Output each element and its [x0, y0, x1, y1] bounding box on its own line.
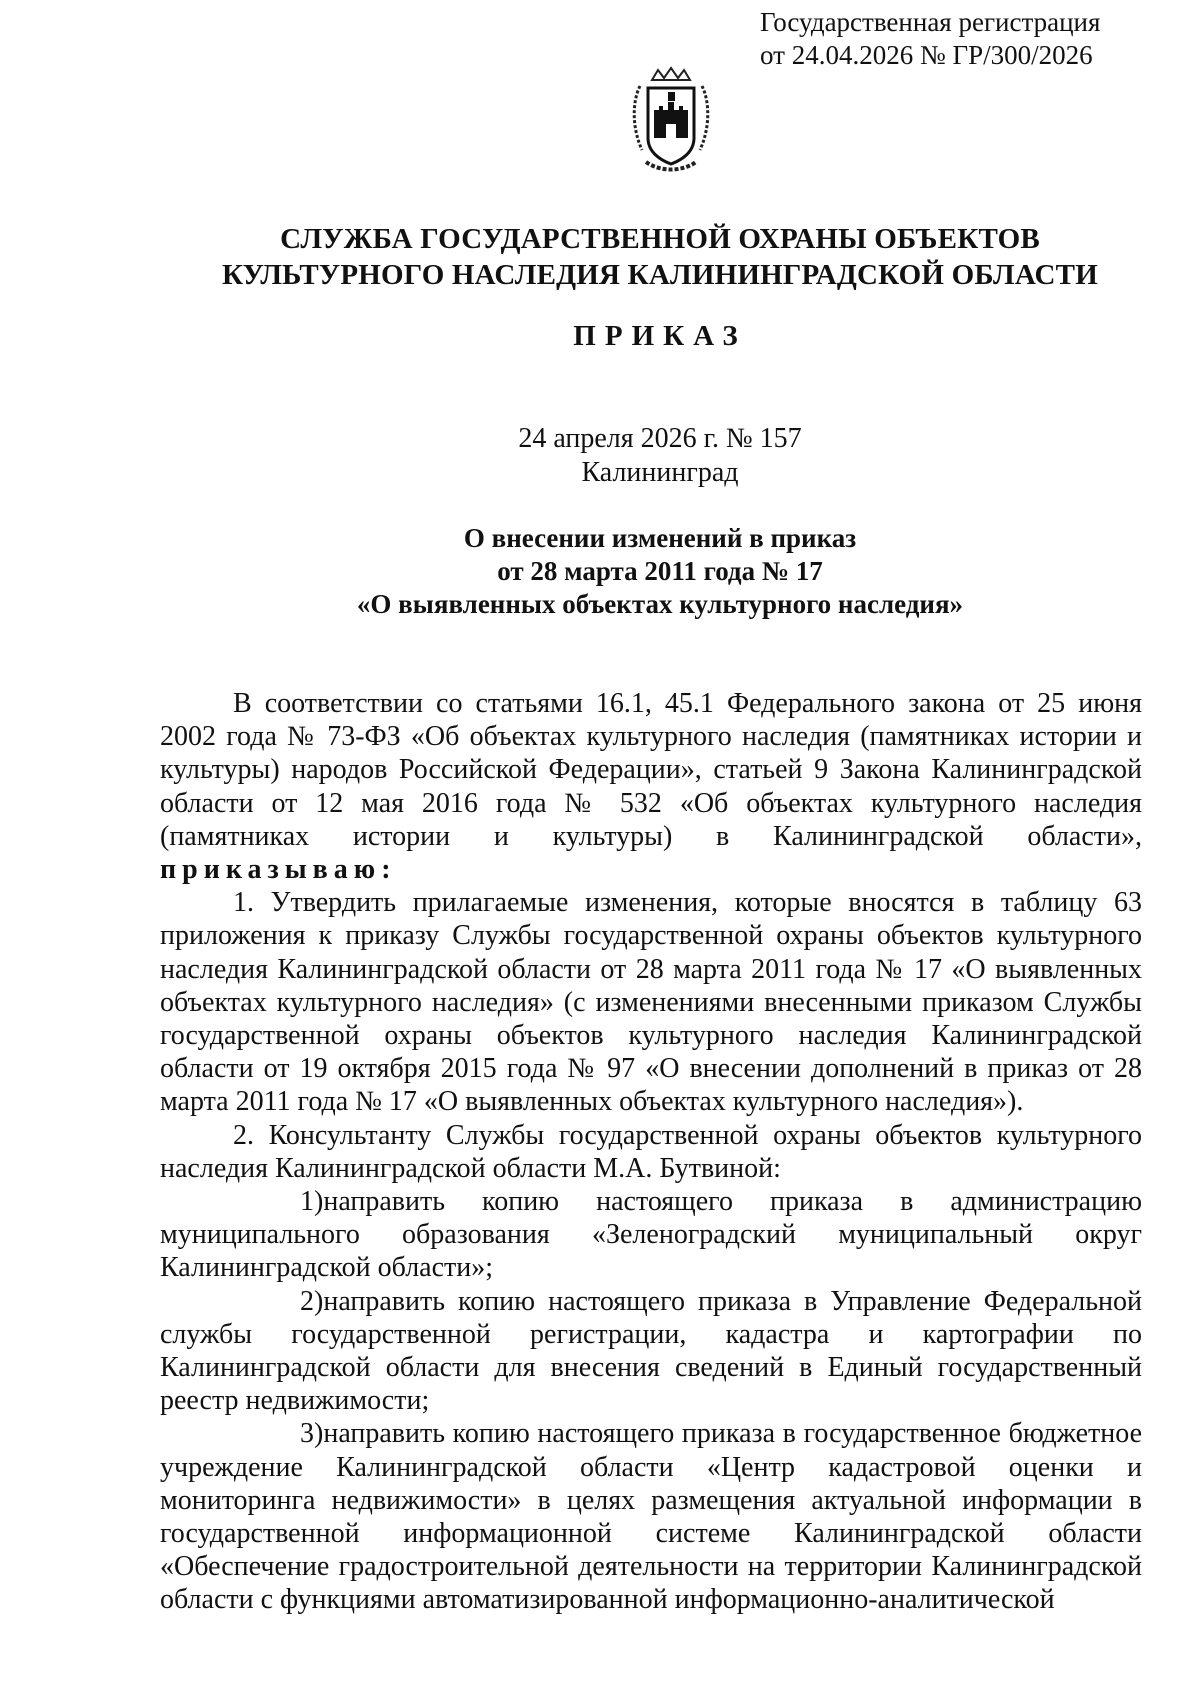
date-and-place — [0, 422, 1200, 490]
document-body — [160, 687, 1142, 1617]
subitem-2 — [160, 1285, 1142, 1418]
subitem-2-number: 2) — [300, 1285, 324, 1317]
subject-line-3: «О выявленных объектах культурного наследия» — [356, 589, 964, 619]
document-subject — [0, 522, 1200, 621]
registration-line-1: Государственная регистрация — [760, 7, 1101, 37]
agency-name — [0, 221, 1200, 293]
document-city: Калининград — [581, 457, 739, 488]
item-1-paragraph: 1. Утвердить прилагаемые изменения, которые вносятся в таблицу 63 приложения к приказу Службы государственной охраны объектов культурного наследия Калининградской области от 28 марта 2011 года № 17 «О выявленных объектах культурного наследия» (с изменениями внесенными приказом Службы государственной охраны объектов культурного наследия Калининградской области от 19 октября 2015 года № 97 «О внесении дополнений в приказ от 28 марта 2011 года № 17 «О выявленных объектах культурного наследия»). — [160, 887, 1142, 1118]
subitem-3-text: направить копию настоящего приказа в государственное бюджетное учреждение Калининградской области «Центр кадастровой оценки и мониторинга недвижимости» в целях размещения актуальной информации в государственной информационной системе Калининградской области «Обеспечение градостроительной деятельности на территории Калининградской области с функциями автоматизированной информационно-аналитической — [160, 1418, 1142, 1616]
subitem-1-number: 1) — [300, 1186, 324, 1218]
registration-line-2: от 24.04.2026 № ГР/300/2026 — [760, 40, 1093, 70]
agency-name-line-2: КУЛЬТУРНОГО НАСЛЕДИЯ КАЛИНИНГРАДСКОЙ ОБЛАСТИ — [222, 259, 1098, 291]
subitem-3 — [160, 1417, 1142, 1616]
subject-line-2: от 28 марта 2011 года № 17 — [497, 556, 823, 586]
subitem-3-number: 3) — [300, 1418, 324, 1450]
subject-line-1: О внесении изменений в приказ — [463, 523, 857, 553]
document-type-title: ПРИКАЗ — [573, 320, 747, 352]
preamble-paragraph — [160, 687, 1142, 886]
subitem-1-text: направить копию настоящего приказа в администрацию муниципального образования «Зеленоградский муниципальный округ Калининградской области»; — [160, 1186, 1142, 1284]
registration-stamp — [760, 6, 1180, 72]
item-2-paragraph: 2. Консультанту Службы государственной охраны объектов культурного наследия Калининградской области М.А. Бутвиной: — [160, 1119, 1142, 1184]
document-date-number: 24 апреля 2026 г. № 157 — [518, 423, 802, 454]
subitem-1 — [160, 1185, 1142, 1285]
agency-name-line-1: СЛУЖБА ГОСУДАРСТВЕННОЙ ОХРАНЫ ОБЪЕКТОВ — [280, 223, 1040, 255]
order-keyword: приказываю — [160, 854, 382, 886]
coat-of-arms-icon — [626, 66, 716, 176]
preamble-text: В соответствии со статьями 16.1, 45.1 Федерального закона от 25 июня 2002 года № 73-ФЗ «Об объектах культурного наследия (памятниках истории и культуры) народов Российской Федерации», статьей 9 Закона Калининградской области от 12 мая 2016 года № 532 «Об объектах культурного наследия (памятниках истории и культуры) в Калининградской области», — [160, 688, 1142, 852]
order-colon: : — [381, 854, 391, 886]
subitem-2-text: направить копию настоящего приказа в Управление Федеральной службы государственной регистрации, кадастра и картографии по Калининградской области для внесения сведений в Единый государственный реестр недвижимости; — [160, 1285, 1142, 1417]
